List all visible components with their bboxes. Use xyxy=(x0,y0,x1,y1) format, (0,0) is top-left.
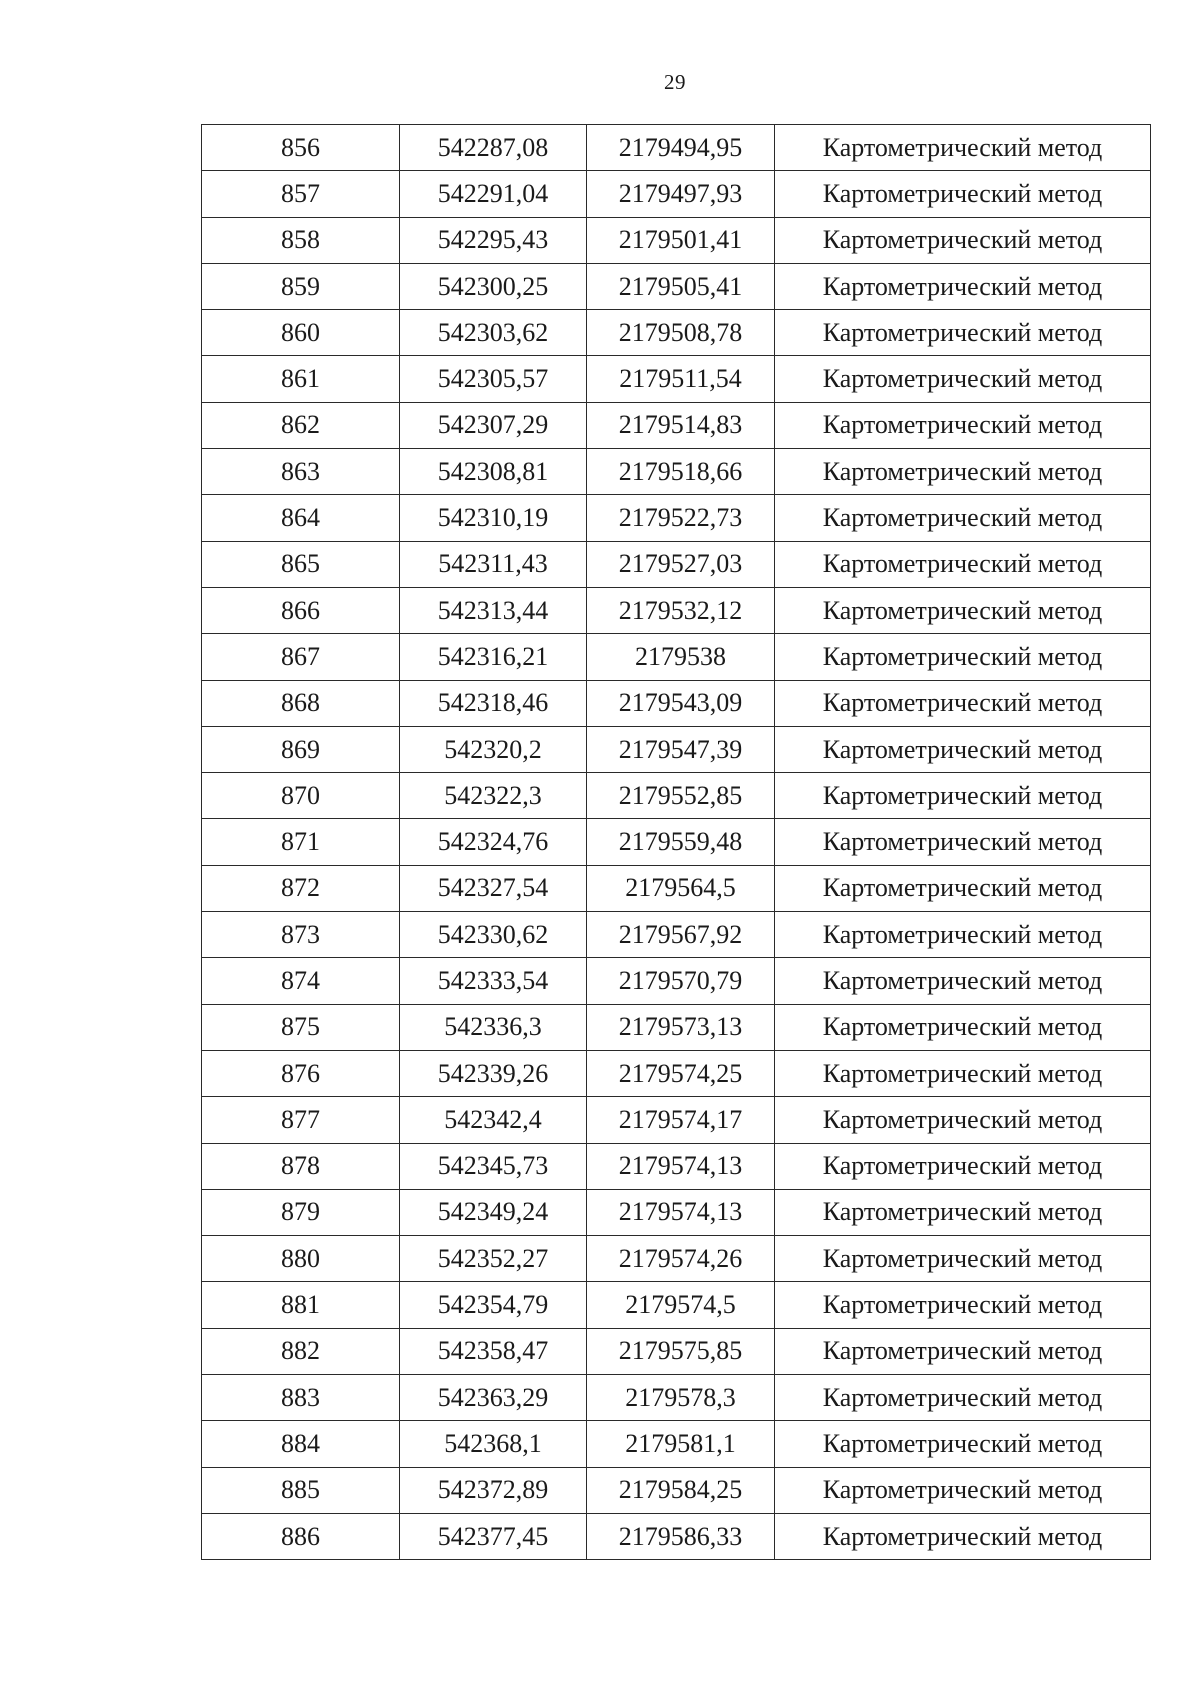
table-row xyxy=(202,1513,1151,1559)
x-coordinate-cell: 542322,3 xyxy=(400,773,587,819)
table-row xyxy=(202,449,1151,495)
y-coordinate-cell: 2179574,13 xyxy=(587,1143,775,1189)
method-cell: Картометрический метод xyxy=(775,1236,1151,1282)
y-coordinate-cell: 2179584,25 xyxy=(587,1467,775,1513)
point-number-cell: 864 xyxy=(202,495,400,541)
y-coordinate-cell: 2179527,03 xyxy=(587,541,775,587)
point-number-cell: 878 xyxy=(202,1143,400,1189)
x-coordinate-cell: 542318,46 xyxy=(400,680,587,726)
x-coordinate-cell: 542291,04 xyxy=(400,171,587,217)
table-row xyxy=(202,1004,1151,1050)
method-cell: Картометрический метод xyxy=(775,634,1151,680)
point-number-cell: 858 xyxy=(202,217,400,263)
method-cell: Картометрический метод xyxy=(775,726,1151,772)
x-coordinate-cell: 542308,81 xyxy=(400,449,587,495)
method-cell: Картометрический метод xyxy=(775,495,1151,541)
y-coordinate-cell: 2179581,1 xyxy=(587,1421,775,1467)
x-coordinate-cell: 542330,62 xyxy=(400,912,587,958)
coordinates-table xyxy=(201,124,1151,1560)
x-coordinate-cell: 542295,43 xyxy=(400,217,587,263)
point-number-cell: 871 xyxy=(202,819,400,865)
table-row xyxy=(202,1375,1151,1421)
y-coordinate-cell: 2179538 xyxy=(587,634,775,680)
table-row xyxy=(202,819,1151,865)
x-coordinate-cell: 542339,26 xyxy=(400,1050,587,1096)
page-number: 29 xyxy=(664,70,686,94)
x-coordinate-cell: 542333,54 xyxy=(400,958,587,1004)
y-coordinate-cell: 2179547,39 xyxy=(587,726,775,772)
point-number-cell: 867 xyxy=(202,634,400,680)
x-coordinate-cell: 542342,4 xyxy=(400,1097,587,1143)
point-number-cell: 862 xyxy=(202,402,400,448)
method-cell: Картометрический метод xyxy=(775,587,1151,633)
x-coordinate-cell: 542311,43 xyxy=(400,541,587,587)
x-coordinate-cell: 542372,89 xyxy=(400,1467,587,1513)
table-row xyxy=(202,1328,1151,1374)
point-number-cell: 866 xyxy=(202,587,400,633)
table-row xyxy=(202,1421,1151,1467)
table-row xyxy=(202,587,1151,633)
x-coordinate-cell: 542305,57 xyxy=(400,356,587,402)
point-number-cell: 876 xyxy=(202,1050,400,1096)
method-cell: Картометрический метод xyxy=(775,865,1151,911)
table-body xyxy=(202,125,1151,1560)
x-coordinate-cell: 542352,27 xyxy=(400,1236,587,1282)
y-coordinate-cell: 2179570,79 xyxy=(587,958,775,1004)
method-cell: Картометрический метод xyxy=(775,680,1151,726)
point-number-cell: 872 xyxy=(202,865,400,911)
x-coordinate-cell: 542324,76 xyxy=(400,819,587,865)
table-row xyxy=(202,402,1151,448)
x-coordinate-cell: 542307,29 xyxy=(400,402,587,448)
y-coordinate-cell: 2179559,48 xyxy=(587,819,775,865)
point-number-cell: 877 xyxy=(202,1097,400,1143)
y-coordinate-cell: 2179574,26 xyxy=(587,1236,775,1282)
x-coordinate-cell: 542327,54 xyxy=(400,865,587,911)
point-number-cell: 886 xyxy=(202,1513,400,1559)
x-coordinate-cell: 542303,62 xyxy=(400,310,587,356)
point-number-cell: 875 xyxy=(202,1004,400,1050)
y-coordinate-cell: 2179586,33 xyxy=(587,1513,775,1559)
y-coordinate-cell: 2179574,17 xyxy=(587,1097,775,1143)
method-cell: Картометрический метод xyxy=(775,1050,1151,1096)
table-row xyxy=(202,1467,1151,1513)
y-coordinate-cell: 2179497,93 xyxy=(587,171,775,217)
method-cell: Картометрический метод xyxy=(775,1004,1151,1050)
method-cell: Картометрический метод xyxy=(775,1097,1151,1143)
y-coordinate-cell: 2179511,54 xyxy=(587,356,775,402)
table-row xyxy=(202,865,1151,911)
method-cell: Картометрический метод xyxy=(775,1328,1151,1374)
method-cell: Картометрический метод xyxy=(775,541,1151,587)
y-coordinate-cell: 2179574,5 xyxy=(587,1282,775,1328)
method-cell: Картометрический метод xyxy=(775,1513,1151,1559)
method-cell: Картометрический метод xyxy=(775,217,1151,263)
table-row xyxy=(202,356,1151,402)
point-number-cell: 874 xyxy=(202,958,400,1004)
y-coordinate-cell: 2179575,85 xyxy=(587,1328,775,1374)
method-cell: Картометрический метод xyxy=(775,958,1151,1004)
method-cell: Картометрический метод xyxy=(775,171,1151,217)
x-coordinate-cell: 542349,24 xyxy=(400,1189,587,1235)
method-cell: Картометрический метод xyxy=(775,125,1151,171)
method-cell: Картометрический метод xyxy=(775,773,1151,819)
method-cell: Картометрический метод xyxy=(775,310,1151,356)
y-coordinate-cell: 2179574,13 xyxy=(587,1189,775,1235)
point-number-cell: 861 xyxy=(202,356,400,402)
point-number-cell: 873 xyxy=(202,912,400,958)
y-coordinate-cell: 2179514,83 xyxy=(587,402,775,448)
method-cell: Картометрический метод xyxy=(775,1282,1151,1328)
x-coordinate-cell: 542320,2 xyxy=(400,726,587,772)
x-coordinate-cell: 542368,1 xyxy=(400,1421,587,1467)
method-cell: Картометрический метод xyxy=(775,1467,1151,1513)
x-coordinate-cell: 542354,79 xyxy=(400,1282,587,1328)
table-row xyxy=(202,958,1151,1004)
method-cell: Картометрический метод xyxy=(775,1143,1151,1189)
y-coordinate-cell: 2179522,73 xyxy=(587,495,775,541)
table-row xyxy=(202,634,1151,680)
x-coordinate-cell: 542345,73 xyxy=(400,1143,587,1189)
point-number-cell: 883 xyxy=(202,1375,400,1421)
point-number-cell: 870 xyxy=(202,773,400,819)
y-coordinate-cell: 2179564,5 xyxy=(587,865,775,911)
point-number-cell: 859 xyxy=(202,263,400,309)
y-coordinate-cell: 2179574,25 xyxy=(587,1050,775,1096)
y-coordinate-cell: 2179494,95 xyxy=(587,125,775,171)
method-cell: Картометрический метод xyxy=(775,263,1151,309)
x-coordinate-cell: 542336,3 xyxy=(400,1004,587,1050)
method-cell: Картометрический метод xyxy=(775,449,1151,495)
method-cell: Картометрический метод xyxy=(775,819,1151,865)
point-number-cell: 863 xyxy=(202,449,400,495)
y-coordinate-cell: 2179508,78 xyxy=(587,310,775,356)
x-coordinate-cell: 542316,21 xyxy=(400,634,587,680)
table-row xyxy=(202,125,1151,171)
x-coordinate-cell: 542310,19 xyxy=(400,495,587,541)
point-number-cell: 882 xyxy=(202,1328,400,1374)
point-number-cell: 885 xyxy=(202,1467,400,1513)
point-number-cell: 865 xyxy=(202,541,400,587)
method-cell: Картометрический метод xyxy=(775,912,1151,958)
y-coordinate-cell: 2179543,09 xyxy=(587,680,775,726)
point-number-cell: 880 xyxy=(202,1236,400,1282)
method-cell: Картометрический метод xyxy=(775,1375,1151,1421)
x-coordinate-cell: 542287,08 xyxy=(400,125,587,171)
point-number-cell: 884 xyxy=(202,1421,400,1467)
table-row xyxy=(202,1236,1151,1282)
x-coordinate-cell: 542300,25 xyxy=(400,263,587,309)
table-row xyxy=(202,1097,1151,1143)
x-coordinate-cell: 542377,45 xyxy=(400,1513,587,1559)
table-row xyxy=(202,171,1151,217)
y-coordinate-cell: 2179518,66 xyxy=(587,449,775,495)
y-coordinate-cell: 2179501,41 xyxy=(587,217,775,263)
y-coordinate-cell: 2179578,3 xyxy=(587,1375,775,1421)
table-row xyxy=(202,263,1151,309)
point-number-cell: 881 xyxy=(202,1282,400,1328)
y-coordinate-cell: 2179505,41 xyxy=(587,263,775,309)
table-row xyxy=(202,1050,1151,1096)
table-row xyxy=(202,495,1151,541)
method-cell: Картометрический метод xyxy=(775,1189,1151,1235)
y-coordinate-cell: 2179573,13 xyxy=(587,1004,775,1050)
x-coordinate-cell: 542363,29 xyxy=(400,1375,587,1421)
point-number-cell: 856 xyxy=(202,125,400,171)
method-cell: Картометрический метод xyxy=(775,356,1151,402)
table-row xyxy=(202,1189,1151,1235)
table-row xyxy=(202,217,1151,263)
x-coordinate-cell: 542313,44 xyxy=(400,587,587,633)
table-row xyxy=(202,310,1151,356)
table-row xyxy=(202,541,1151,587)
table-row xyxy=(202,680,1151,726)
table-row xyxy=(202,1143,1151,1189)
point-number-cell: 857 xyxy=(202,171,400,217)
table-row xyxy=(202,773,1151,819)
y-coordinate-cell: 2179552,85 xyxy=(587,773,775,819)
table-row xyxy=(202,912,1151,958)
point-number-cell: 869 xyxy=(202,726,400,772)
x-coordinate-cell: 542358,47 xyxy=(400,1328,587,1374)
method-cell: Картометрический метод xyxy=(775,402,1151,448)
method-cell: Картометрический метод xyxy=(775,1421,1151,1467)
point-number-cell: 860 xyxy=(202,310,400,356)
point-number-cell: 879 xyxy=(202,1189,400,1235)
y-coordinate-cell: 2179532,12 xyxy=(587,587,775,633)
table-row xyxy=(202,1282,1151,1328)
y-coordinate-cell: 2179567,92 xyxy=(587,912,775,958)
point-number-cell: 868 xyxy=(202,680,400,726)
table-row xyxy=(202,726,1151,772)
